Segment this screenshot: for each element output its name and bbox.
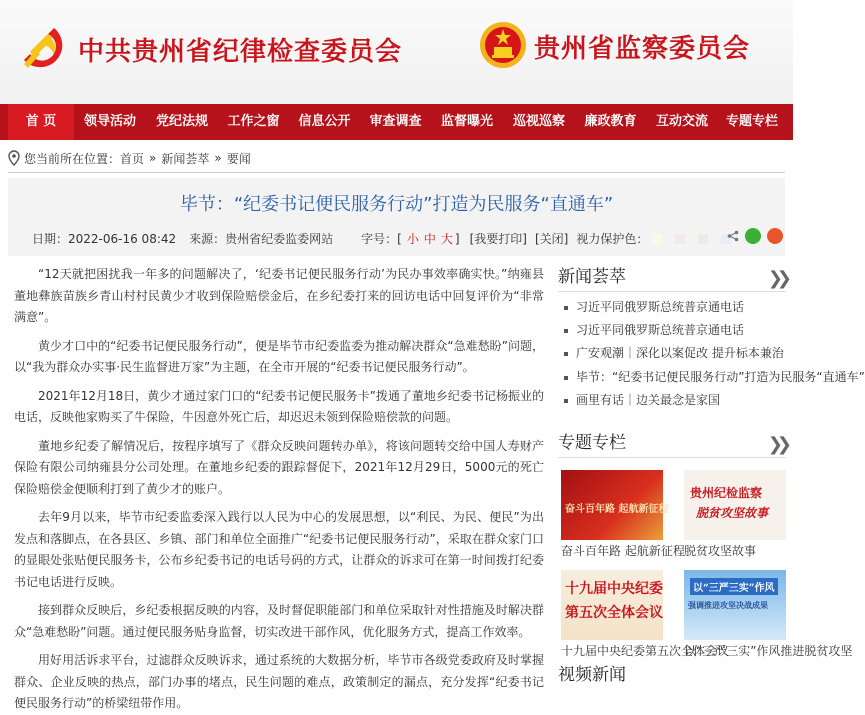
share-bar [727, 228, 783, 244]
news-link[interactable]: 习近平同俄罗斯总统普京通电话 [576, 323, 745, 338]
sidebar [558, 262, 865, 685]
thumbnail-card[interactable] [561, 470, 685, 560]
breadcrumb-sep: » [214, 151, 222, 165]
thumbnail-image[interactable] [684, 470, 786, 540]
color-swatch[interactable] [652, 234, 662, 244]
breadcrumb [8, 146, 785, 170]
share-icon[interactable] [727, 230, 739, 242]
font-small-button[interactable]: 小 [406, 232, 419, 246]
article-header [8, 178, 785, 256]
location-pin-icon [8, 151, 20, 165]
divider [8, 172, 785, 173]
news-link[interactable]: 广安观潮｜深化以案促改 提升标本兼治 [576, 346, 784, 361]
thumbnail-image[interactable] [561, 570, 663, 640]
thumbnail-image-text: 奋斗百年路 起航新征程 [565, 504, 669, 515]
article-paragraph: 黄少才口中的“纪委书记便民服务行动”，便是毕节市纪委监委为推动解决群众“急难愁盼”问题，以“我为群众办实事·民生监督进万家”为主题，在全市开展的“纪委书记便民服务行动”。 [14, 338, 544, 374]
breadcrumb-headlines[interactable]: 要闻 [226, 151, 251, 166]
article-source: 来源：贵州省纪委监委网站 [189, 232, 334, 246]
font-size-label: 字号：[ [361, 232, 402, 246]
special-section-title: 专题专栏 [558, 433, 626, 453]
nav-item-exposure[interactable]: 监督曝光 [440, 114, 493, 129]
nav-item-inspection[interactable]: 巡视巡察 [512, 114, 565, 129]
thumbnail-card[interactable] [684, 470, 786, 560]
news-link[interactable]: 画里有话｜边关最念是家国 [576, 392, 721, 407]
brand-supervision[interactable] [478, 20, 750, 73]
font-medium-button[interactable]: 中 [423, 232, 436, 246]
thumbnail-image-text: 脱贫攻坚故事 [696, 506, 769, 520]
bullet-icon [564, 399, 568, 403]
nav-item-home[interactable]: 首 页 [8, 104, 74, 140]
nav-item-special[interactable]: 专题专栏 [725, 114, 778, 129]
breadcrumb-news[interactable]: 新闻荟萃 [161, 151, 210, 166]
close-button[interactable]: [关闭] [534, 232, 569, 246]
font-large-button[interactable]: 大 [440, 232, 453, 246]
article-paragraph: 董地乡纪委了解情况后，按程序填写了《群众反映问题转办单》，将该问题转交给中国人寿财产保险有限公司纳雍县分公司处理。在董地乡纪委的跟踪督促下，2021年12月29日，5000元的死亡保险赔偿金便顺利打到了黄少才的账户。 [14, 438, 544, 496]
brand-title-supervision: 贵州省监察委员会 [534, 34, 751, 64]
thumbnail-image[interactable] [684, 570, 786, 640]
special-section [558, 428, 786, 458]
wechat-icon[interactable] [745, 228, 761, 244]
thumbnail-card[interactable] [684, 570, 853, 660]
nav-item-leadership[interactable]: 领导活动 [83, 114, 136, 129]
list-item[interactable] [558, 342, 786, 365]
font-size-close: ] [454, 231, 460, 246]
article-body [14, 264, 544, 710]
nav-item-regulations[interactable]: 党纪法规 [155, 114, 208, 129]
thumbnail-image-text: 以“三严三实”作风 [690, 578, 778, 595]
article-title: 毕节：“纪委书记便民服务行动”打造为民服务“直通车” [179, 194, 614, 215]
thumbnail-image[interactable] [561, 470, 669, 540]
news-section-title: 新闻荟萃 [558, 267, 626, 287]
thumbnail-caption[interactable]: 脱贫攻坚故事 [684, 544, 757, 558]
bullet-icon [564, 329, 568, 333]
color-swatch[interactable] [698, 234, 708, 244]
article-date: 日期：2022-06-16 08:42 [32, 232, 177, 246]
brand-ccdi[interactable] [14, 20, 402, 79]
news-link[interactable]: 习近平同俄罗斯总统普京通电话 [576, 300, 745, 314]
thumbnail-image-text: 第五次全体会议 [565, 605, 663, 621]
list-item[interactable] [558, 389, 786, 412]
breadcrumb-home[interactable]: 首页 [120, 151, 145, 166]
main-nav [0, 104, 793, 140]
bullet-icon [564, 352, 568, 356]
thumbnail-image-text: 强调推进攻坚决战成果 [688, 600, 768, 610]
video-section [558, 664, 786, 686]
eye-protection-label: 视力保护色： [576, 232, 649, 246]
news-section-header [558, 262, 786, 292]
nav-item-disclosure[interactable]: 信息公开 [298, 114, 351, 129]
article-paragraph: 接到群众反映后，乡纪委根据反映的内容，及时督促职能部门和单位采取针对性措施及时解决群众“急难愁盼”问题。通过便民服务贴身监督，切实改进干部作风，优化服务方式，提高工作效率。 [14, 603, 544, 639]
article-paragraph: 2021年12月18日，黄少才通过家门口的“纪委书记便民服务卡”拨通了董地乡纪委书记杨振业的电话，反映他家购买了牛保险，牛因意外死亡后，却迟迟未领到保险赔偿款的问题。 [14, 388, 544, 424]
news-list [558, 296, 865, 412]
news-link[interactable]: 毕节：“纪委书记便民服务行动”打造为民服务“直通车” [576, 369, 865, 384]
list-item[interactable] [558, 319, 786, 342]
print-button[interactable]: [我要打印] [469, 232, 527, 246]
nav-items [8, 104, 786, 140]
list-item[interactable] [558, 296, 786, 319]
color-swatch[interactable] [675, 234, 685, 244]
site-header [0, 0, 793, 104]
article-meta [32, 230, 790, 247]
list-item[interactable] [558, 366, 865, 389]
more-chevron-icon[interactable]: ❯❯ [767, 268, 786, 289]
thumbnail-caption[interactable]: 奋斗百年路 起航新征程 [561, 544, 685, 558]
thumbnail-caption[interactable]: 十九届中央纪委第五次全体会议 [561, 644, 730, 658]
breadcrumb-prefix: 您当前所在位置： [24, 151, 121, 166]
bullet-icon [564, 376, 568, 380]
thumbnail-image-text: 贵州纪检监察 [690, 486, 763, 500]
national-emblem-icon [478, 20, 528, 73]
weibo-icon[interactable] [767, 228, 783, 244]
nav-item-education[interactable]: 廉政教育 [584, 114, 637, 129]
breadcrumb-sep: » [149, 151, 157, 165]
nav-item-interaction[interactable]: 互动交流 [655, 114, 708, 129]
article-paragraph: 用好用活诉求平台，过滤群众反映诉求，通过系统的大数据分析，毕节市各级党委政府及时掌握群众、企业反映的热点，部门办事的堵点，民生问题的难点，政策制定的漏点，充分发挥“纪委书记便民服务行动”的桥梁纽带作用。 [14, 653, 544, 710]
thumbnail-caption[interactable]: 以“三严三实”作风推进脱贫攻坚 [684, 644, 853, 658]
nav-item-investigation[interactable]: 审查调查 [369, 114, 422, 129]
more-chevron-icon[interactable]: ❯❯ [767, 434, 786, 455]
brand-title-ccdi: 中共贵州省纪律检查委员会 [78, 37, 403, 67]
party-emblem-icon [14, 20, 70, 79]
special-section-header [558, 428, 786, 458]
bullet-icon [564, 306, 568, 310]
article-paragraph: “12天就把困扰我一年多的问题解决了，‘纪委书记便民服务行动’为民办事效率确实快。”纳雍县董地彝族苗族乡青山村村民黄少才收到保险赔偿金后，在乡纪委打来的回访电话中回复评价为“非常满意”。 [14, 267, 544, 324]
article-paragraph: 去年9月以来，毕节市纪委监委深入践行以人民为中心的发展思想，以“利民、为民、便民”为出发点和落脚点，在各县区、乡镇、部门和单位全面推广“纪委书记便民服务行动”，采取在群众家门口的显眼处张贴便民服务卡，公布乡纪委书记的电话号码的方式，让群众的诉求可在第一时间拨打纪委书记电话进行反映。 [14, 510, 544, 589]
video-section-title: 视频新闻 [558, 665, 626, 685]
nav-item-work-window[interactable]: 工作之窗 [227, 114, 280, 129]
thumbnail-image-text: 十九届中央纪委 [565, 581, 663, 597]
